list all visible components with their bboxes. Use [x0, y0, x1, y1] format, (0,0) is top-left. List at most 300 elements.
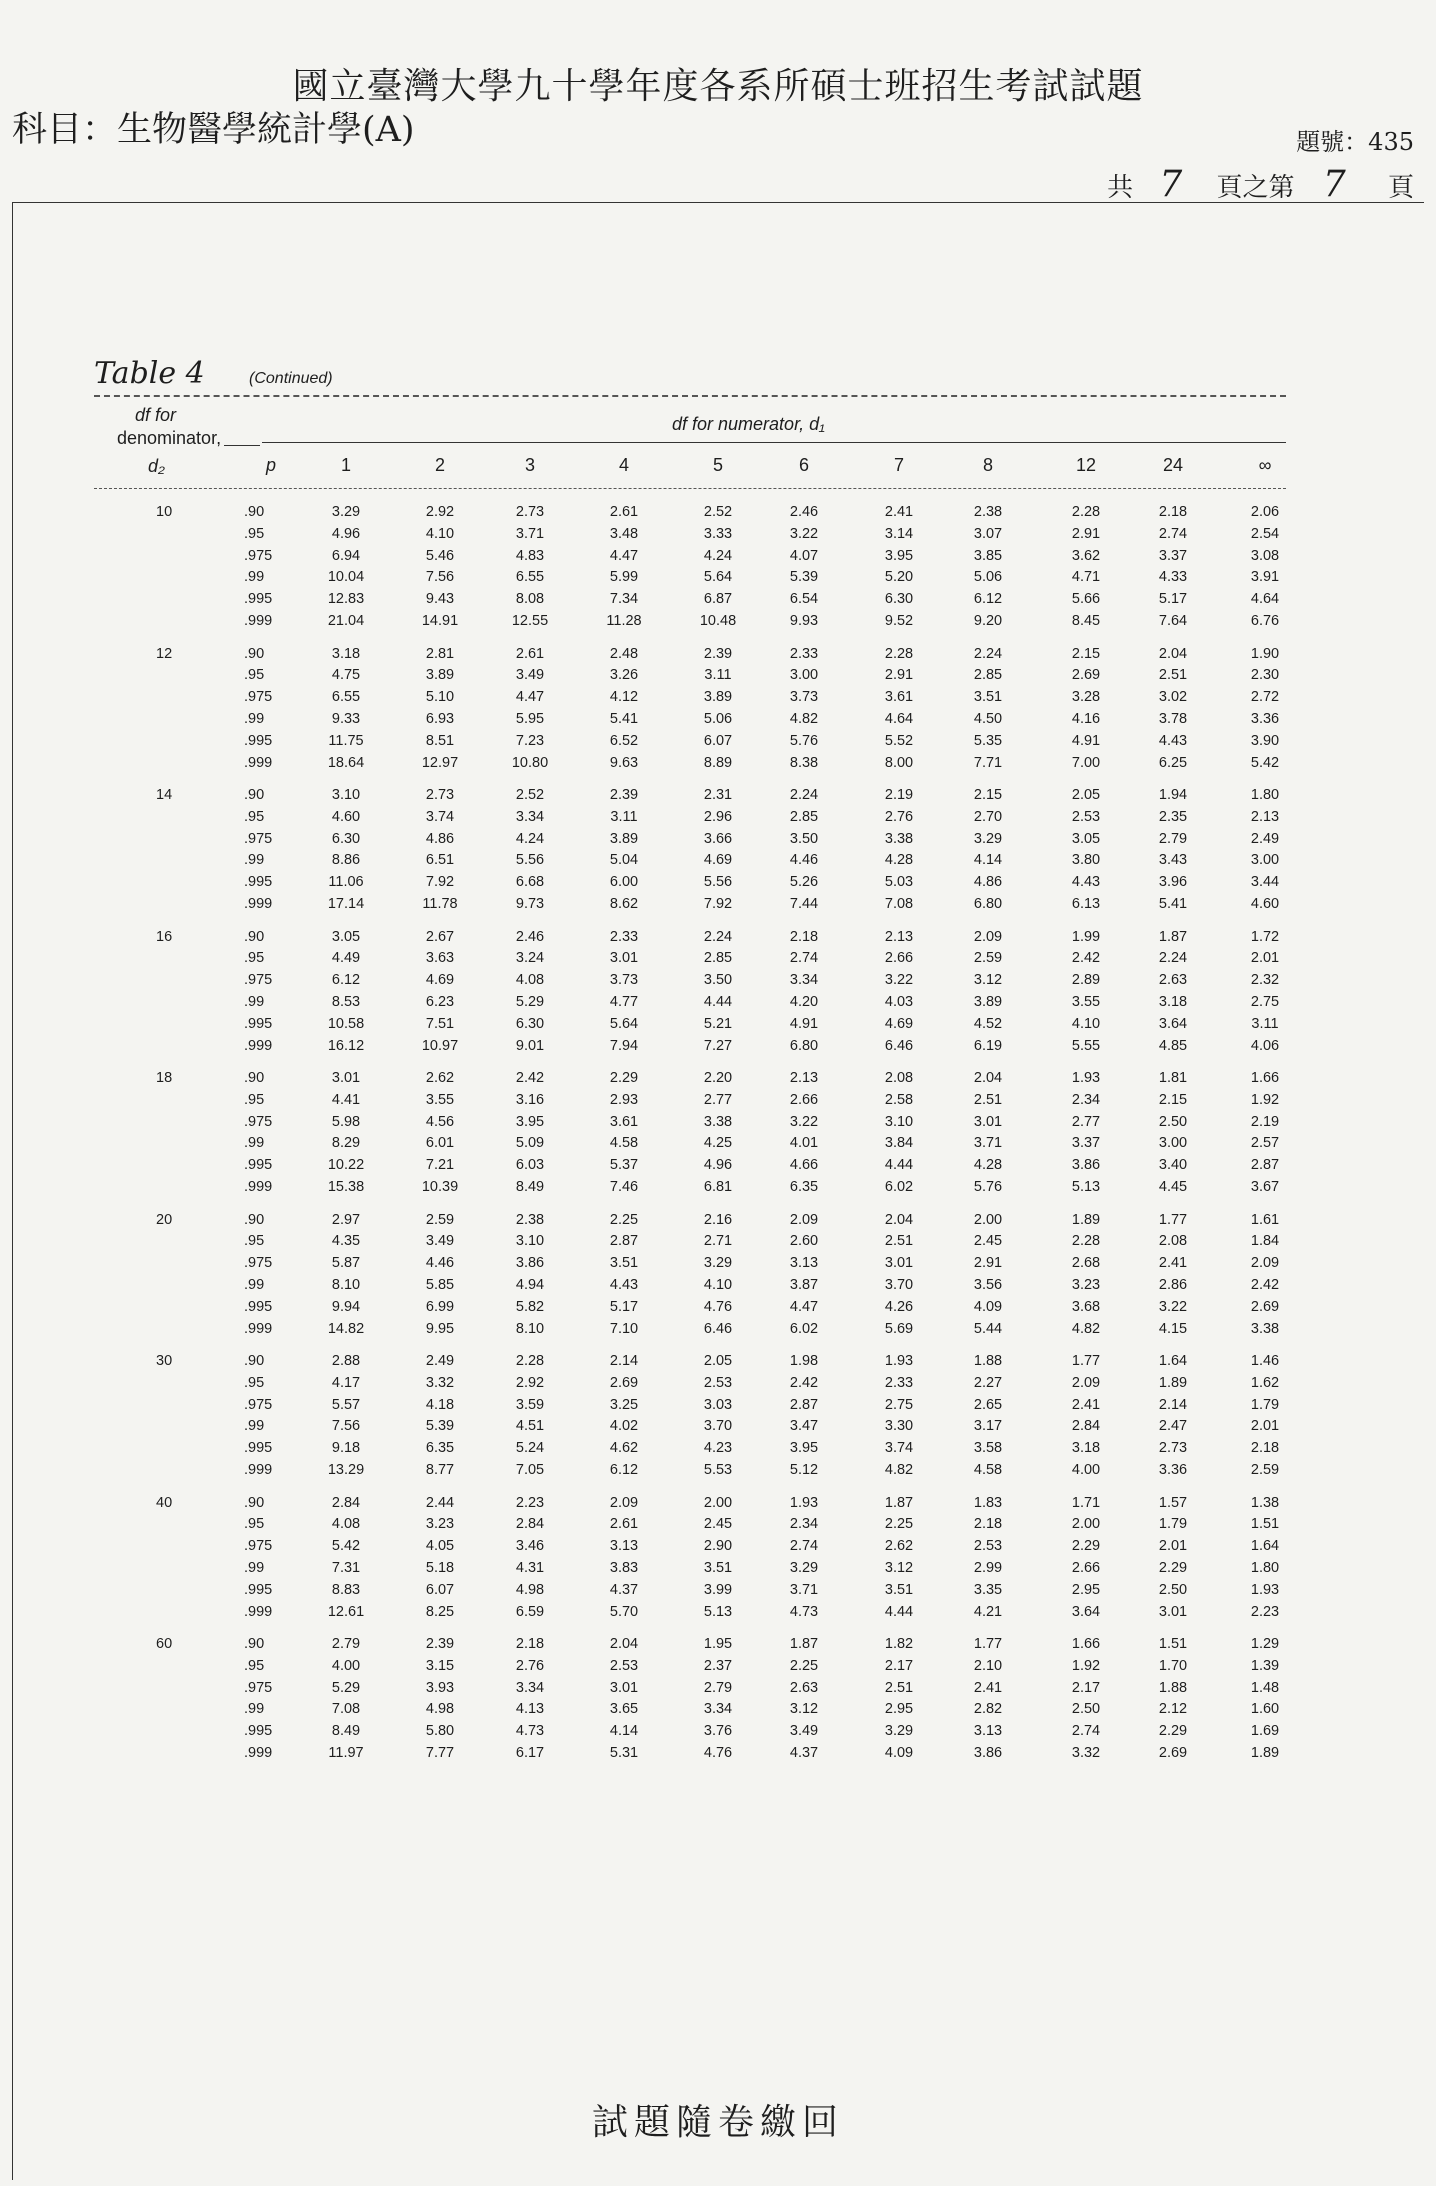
table-cell: 2.29	[609, 1070, 639, 1086]
table-cell: 3.34	[789, 972, 819, 989]
table-row	[0, 1516, 1436, 1534]
d2-value: 12	[156, 645, 173, 662]
table-cell: 16.12	[327, 1037, 365, 1054]
p-value: .999	[244, 1037, 273, 1054]
table-cell: 4.47	[789, 1298, 819, 1315]
table-cell: 2.23	[1250, 1603, 1280, 1620]
table-cell: 3.23	[1071, 1276, 1101, 1293]
table-cell: 3.18	[331, 645, 361, 662]
p-value: .995	[244, 732, 273, 749]
p-value: .995	[244, 1440, 273, 1457]
table-cell: 2.75	[884, 1396, 914, 1413]
table-cell: 2.00	[703, 1494, 733, 1511]
table-cell: 2.34	[1071, 1091, 1101, 1108]
table-cell: 2.39	[425, 1636, 455, 1652]
p-value: .975	[244, 1538, 273, 1555]
table-caption-continued: (Continued)	[249, 370, 333, 387]
table-cell: 2.61	[609, 504, 639, 520]
table-cell: 2.74	[1071, 1723, 1101, 1740]
p-value: .90	[244, 1211, 265, 1228]
table-row	[0, 1560, 1436, 1578]
table-cell: 3.70	[884, 1276, 914, 1293]
table-cell: 6.07	[425, 1581, 455, 1598]
table-cell: 3.55	[1071, 993, 1101, 1010]
table-cell: 2.38	[515, 1211, 545, 1228]
table-cell: 4.01	[789, 1135, 819, 1152]
p-value: .995	[244, 1157, 273, 1174]
p-value: .99	[244, 1418, 265, 1435]
table-cell: 2.05	[1071, 787, 1101, 803]
table-cell: 11.75	[328, 732, 364, 749]
table-cell: 2.17	[1071, 1679, 1101, 1696]
table-cell: 1.88	[973, 1353, 1003, 1369]
table-cell: 2.71	[703, 1233, 733, 1250]
table-cell: 8.10	[515, 1320, 545, 1337]
p-value: .975	[244, 830, 273, 847]
table-cell: 3.32	[425, 1374, 455, 1391]
table-cell: 4.71	[1071, 569, 1101, 586]
table-cell: 4.73	[515, 1723, 545, 1740]
table-cell: 5.57	[331, 1396, 361, 1413]
table-cell: 3.12	[973, 972, 1003, 989]
table-cell: 2.79	[331, 1636, 361, 1652]
table-cell: 3.01	[609, 1679, 639, 1696]
table-cell: 4.82	[1071, 1320, 1101, 1337]
p-value: .90	[244, 1636, 265, 1652]
table-cell: 6.55	[515, 569, 545, 586]
table-cell: 5.13	[703, 1603, 733, 1620]
column-header: 3	[524, 455, 536, 475]
table-cell: 5.98	[331, 1113, 361, 1130]
table-cell: 2.76	[884, 808, 914, 825]
table-cell: 1.89	[1250, 1745, 1280, 1761]
table-cell: 2.46	[789, 504, 819, 520]
table-cell: 2.59	[1250, 1462, 1280, 1478]
table-cell: 6.07	[703, 732, 733, 749]
table-cell: 2.19	[1250, 1113, 1280, 1130]
p-value: .99	[244, 852, 265, 869]
table-cell: 1.57	[1158, 1494, 1188, 1511]
table-cell: 3.71	[789, 1581, 819, 1598]
table-top-rule	[94, 395, 1286, 397]
table-cell: 4.00	[331, 1657, 361, 1674]
table-cell: 3.40	[1158, 1157, 1188, 1174]
column-header: 24	[1162, 455, 1184, 475]
table-cell: 4.02	[609, 1418, 639, 1435]
p-value: .99	[244, 1559, 265, 1576]
table-row	[0, 1538, 1436, 1556]
table-cell: 3.61	[609, 1113, 639, 1130]
table-cell: 2.33	[884, 1374, 914, 1391]
table-cell: 5.46	[425, 547, 455, 564]
table-cell: 2.42	[1250, 1276, 1280, 1293]
table-cell: 1.92	[1071, 1657, 1101, 1674]
table-cell: 9.33	[331, 710, 361, 727]
table-cell: 2.86	[1158, 1276, 1188, 1293]
table-row	[0, 950, 1436, 968]
table-cell: 3.11	[704, 667, 732, 684]
numerator-rule	[262, 442, 1286, 443]
table-cell: 2.91	[973, 1255, 1003, 1272]
table-cell: 5.52	[884, 732, 914, 749]
table-cell: 4.76	[703, 1298, 733, 1315]
table-row	[0, 548, 1436, 566]
table-cell: 1.93	[884, 1353, 914, 1369]
table-row	[0, 1723, 1436, 1741]
table-cell: 5.39	[789, 569, 819, 586]
table-cell: 2.89	[1071, 972, 1101, 989]
table-cell: 2.00	[973, 1211, 1003, 1228]
p-value: .90	[244, 1070, 265, 1086]
page-count	[1107, 164, 1414, 205]
table-cell: 2.62	[425, 1070, 455, 1086]
table-cell: 2.53	[609, 1657, 639, 1674]
table-cell: 2.39	[703, 645, 733, 662]
table-cell: 3.18	[1158, 993, 1188, 1010]
table-row	[0, 1462, 1436, 1480]
table-cell: 4.44	[703, 993, 733, 1010]
table-cell: 6.81	[703, 1179, 733, 1195]
table-cell: 3.44	[1250, 874, 1280, 891]
table-cell: 3.28	[1071, 689, 1101, 706]
p-value: .90	[244, 1353, 265, 1369]
p-value: .975	[244, 1255, 273, 1272]
table-cell: 2.47	[1158, 1418, 1188, 1435]
table-cell: 3.74	[884, 1440, 914, 1457]
table-cell: 4.47	[515, 689, 545, 706]
table-cell: 1.77	[973, 1636, 1003, 1652]
p-value: .95	[244, 1233, 265, 1250]
table-cell: 3.74	[425, 808, 455, 825]
p-value: .99	[244, 1135, 265, 1152]
table-cell: 4.69	[703, 852, 733, 869]
table-cell: 5.55	[1071, 1037, 1101, 1054]
table-cell: 13.29	[327, 1462, 365, 1478]
table-cell: 1.39	[1250, 1657, 1280, 1674]
table-cell: 1.38	[1250, 1494, 1280, 1511]
table-cell: 6.59	[515, 1603, 545, 1620]
table-cell: 2.25	[789, 1657, 819, 1674]
table-cell: 9.20	[973, 613, 1003, 629]
table-cell: 2.77	[703, 1091, 733, 1108]
p-value: .995	[244, 1015, 273, 1032]
table-cell: 6.30	[884, 591, 914, 608]
table-cell: 2.29	[1071, 1538, 1101, 1555]
table-cell: 6.52	[609, 732, 639, 749]
table-cell: 5.95	[515, 710, 545, 727]
table-row	[0, 809, 1436, 827]
table-cell: 3.89	[609, 830, 639, 847]
table-cell: 21.04	[327, 613, 365, 629]
table-cell: 4.35	[331, 1233, 361, 1250]
table-cell: 2.49	[1250, 830, 1280, 847]
table-cell: 1.84	[1250, 1233, 1280, 1250]
table-cell: 4.24	[703, 547, 733, 564]
table-cell: 3.18	[1071, 1440, 1101, 1457]
table-cell: 1.82	[884, 1636, 914, 1652]
table-cell: 8.62	[609, 896, 639, 912]
table-row	[0, 1255, 1436, 1273]
p-value: .95	[244, 1657, 265, 1674]
table-cell: 2.09	[973, 928, 1003, 945]
table-cell: 6.54	[789, 591, 819, 608]
table-cell: 4.08	[515, 972, 545, 989]
table-cell: 3.48	[609, 525, 639, 542]
table-cell: 1.81	[1158, 1070, 1188, 1086]
table-row	[0, 1038, 1436, 1056]
pages-suffix: 頁	[1387, 173, 1414, 203]
table-cell: 6.03	[515, 1157, 545, 1174]
table-cell: 5.21	[703, 1015, 733, 1032]
table-cell: 1.61	[1250, 1211, 1280, 1228]
table-cell: 3.23	[425, 1516, 455, 1533]
table-cell: 2.33	[789, 645, 819, 662]
table-cell: 15.38	[327, 1179, 365, 1195]
table-cell: 3.70	[703, 1418, 733, 1435]
page-title: 國立臺灣大學九十學年度各系所碩士班招生考試試題	[292, 66, 1144, 107]
table-row	[0, 1114, 1436, 1132]
table-cell: 5.56	[515, 852, 545, 869]
table-cell: 2.24	[973, 645, 1003, 662]
p-value: .999	[244, 1745, 273, 1761]
table-cell: 3.95	[515, 1113, 545, 1130]
table-cell: 2.27	[973, 1374, 1003, 1391]
table-cell: 1.66	[1250, 1070, 1280, 1086]
table-cell: 4.75	[331, 667, 361, 684]
table-cell: 5.24	[515, 1440, 545, 1457]
table-row	[0, 1135, 1436, 1153]
table-row	[0, 852, 1436, 870]
p-value: .999	[244, 1603, 273, 1620]
table-cell: 2.50	[1158, 1113, 1188, 1130]
table-cell: 2.87	[789, 1396, 819, 1413]
p-value: .95	[244, 1516, 265, 1533]
table-cell: 10.22	[327, 1157, 365, 1174]
table-cell: 7.94	[609, 1037, 639, 1054]
table-cell: 4.07	[789, 547, 819, 564]
table-cell: 5.29	[515, 993, 545, 1010]
denominator-rule	[224, 445, 260, 446]
table-cell: 8.25	[425, 1603, 455, 1620]
table-cell: 2.24	[789, 787, 819, 803]
table-cell: 3.51	[703, 1559, 733, 1576]
table-cell: 7.08	[884, 896, 914, 912]
p-value: .995	[244, 1723, 273, 1740]
table-cell: 1.95	[703, 1636, 733, 1652]
table-cell: 3.36	[1158, 1462, 1188, 1478]
table-cell: 4.10	[425, 525, 455, 542]
table-row	[0, 1233, 1436, 1251]
table-cell: 2.72	[1250, 689, 1280, 706]
table-cell: 1.51	[1158, 1636, 1188, 1652]
table-cell: 1.89	[1071, 1211, 1101, 1228]
table-cell: 5.10	[425, 689, 455, 706]
p-value: .999	[244, 754, 273, 771]
table-cell: 3.33	[703, 525, 733, 542]
table-cell: 1.64	[1250, 1538, 1280, 1555]
table-cell: 2.84	[1071, 1418, 1101, 1435]
table-cell: 3.89	[703, 689, 733, 706]
table-cell: 2.18	[973, 1516, 1003, 1533]
return-notice: 試題隨卷繳回	[591, 2102, 844, 2143]
table-cell: 2.91	[1071, 525, 1101, 542]
table-cell: 6.94	[331, 547, 361, 564]
table-cell: 3.26	[609, 667, 639, 684]
table-cell: 8.00	[884, 754, 914, 771]
column-header: 4	[618, 455, 630, 475]
table-row	[0, 1701, 1436, 1719]
table-cell: 3.93	[425, 1679, 455, 1696]
table-cell: 3.38	[1250, 1320, 1280, 1337]
table-cell: 2.51	[1158, 667, 1188, 684]
table-cell: 3.34	[515, 808, 545, 825]
table-cell: 2.28	[1071, 504, 1101, 520]
p-value: .995	[244, 874, 273, 891]
table-cell: 1.83	[973, 1494, 1003, 1511]
table-cell: 3.71	[515, 525, 545, 542]
table-cell: 2.85	[789, 808, 819, 825]
table-cell: 3.22	[1158, 1298, 1188, 1315]
p-value: .99	[244, 710, 265, 727]
table-cell: 2.73	[1158, 1440, 1188, 1457]
table-cell: 6.35	[789, 1179, 819, 1195]
table-cell: 6.76	[1250, 613, 1280, 629]
table-cell: 1.80	[1250, 1559, 1280, 1576]
table-cell: 3.25	[609, 1396, 639, 1413]
table-cell: 2.87	[609, 1233, 639, 1250]
table-cell: 4.09	[973, 1298, 1003, 1315]
table-cell: 6.80	[973, 896, 1003, 912]
table-cell: 2.04	[884, 1211, 914, 1228]
table-cell: 10.97	[421, 1037, 459, 1054]
table-cell: 3.49	[425, 1233, 455, 1250]
table-row	[0, 504, 1436, 522]
table-cell: 3.01	[973, 1113, 1003, 1130]
table-cell: 3.49	[515, 667, 545, 684]
p-value: .975	[244, 1679, 273, 1696]
table-cell: 8.45	[1071, 613, 1101, 629]
table-cell: 3.17	[973, 1418, 1003, 1435]
df-denominator-line2: denominator,	[117, 428, 222, 448]
table-cell: 2.38	[973, 504, 1003, 520]
table-cell: 2.28	[515, 1353, 545, 1369]
table-cell: 9.18	[331, 1440, 361, 1457]
table-cell: 8.53	[331, 993, 361, 1010]
table-cell: 3.35	[973, 1581, 1003, 1598]
table-cell: 4.50	[973, 710, 1003, 727]
table-cell: 18.64	[327, 754, 365, 771]
table-cell: 3.87	[789, 1276, 819, 1293]
table-cell: 3.08	[1250, 547, 1280, 564]
table-cell: 3.67	[1250, 1179, 1280, 1195]
table-row	[0, 733, 1436, 751]
table-cell: 4.64	[884, 710, 914, 727]
table-cell: 3.51	[973, 689, 1003, 706]
table-cell: 6.46	[703, 1320, 733, 1337]
table-row	[0, 1157, 1436, 1175]
table-cell: 7.34	[609, 591, 639, 608]
table-cell: 2.91	[884, 667, 914, 684]
table-cell: 5.06	[703, 710, 733, 727]
p-value: .95	[244, 525, 265, 542]
table-cell: 2.13	[789, 1070, 819, 1086]
table-cell: 8.10	[331, 1276, 361, 1293]
table-cell: 4.60	[331, 808, 361, 825]
table-row	[0, 1299, 1436, 1317]
table-cell: 14.91	[421, 613, 459, 629]
table-cell: 5.56	[703, 874, 733, 891]
table-cell: 7.08	[331, 1701, 361, 1718]
column-header-row	[0, 455, 1436, 481]
table-caption	[94, 356, 333, 391]
table-cell: 2.73	[425, 787, 455, 803]
table-cell: 5.31	[609, 1745, 639, 1761]
table-cell: 3.12	[884, 1559, 914, 1576]
table-cell: 5.69	[884, 1320, 914, 1337]
table-cell: 10.48	[699, 613, 737, 629]
table-cell: 2.13	[884, 928, 914, 945]
table-cell: 3.84	[884, 1135, 914, 1152]
table-cell: 4.46	[425, 1255, 455, 1272]
pages-mid: 頁之第	[1216, 173, 1295, 203]
d2-value: 16	[156, 928, 173, 945]
table-cell: 6.17	[515, 1745, 545, 1761]
table-cell: 3.14	[884, 525, 914, 542]
table-cell: 3.96	[1158, 874, 1188, 891]
table-row	[0, 1440, 1436, 1458]
table-cell: 7.64	[1158, 613, 1188, 629]
p-value: .90	[244, 1494, 265, 1511]
table-cell: 3.64	[1071, 1603, 1101, 1620]
table-cell: 1.64	[1158, 1353, 1188, 1369]
table-cell: 4.37	[789, 1745, 819, 1761]
table-row	[0, 1604, 1436, 1622]
table-cell: 4.94	[515, 1276, 545, 1293]
table-cell: 6.30	[331, 830, 361, 847]
table-cell: 2.16	[703, 1211, 733, 1228]
table-cell: 6.93	[425, 710, 455, 727]
table-cell: 2.41	[973, 1679, 1003, 1696]
table-cell: 4.77	[609, 993, 639, 1010]
table-cell: 5.18	[425, 1559, 455, 1576]
table-cell: 2.48	[609, 645, 639, 662]
table-cell: 3.50	[703, 972, 733, 989]
df-numerator-label: df for numerator, d₁	[672, 414, 825, 434]
table-cell: 2.52	[703, 504, 733, 520]
table-cell: 9.43	[425, 591, 455, 608]
table-cell: 3.58	[973, 1440, 1003, 1457]
table-cell: 6.99	[425, 1298, 455, 1315]
table-cell: 2.15	[973, 787, 1003, 803]
table-cell: 3.02	[1158, 689, 1188, 706]
p-value: .95	[244, 1091, 265, 1108]
table-cell: 2.09	[1071, 1374, 1101, 1391]
table-cell: 2.58	[884, 1091, 914, 1108]
table-cell: 10.58	[327, 1015, 365, 1032]
table-cell: 3.11	[610, 808, 638, 825]
table-row	[0, 929, 1436, 947]
table-cell: 2.50	[1158, 1581, 1188, 1598]
table-cell: 5.09	[515, 1135, 545, 1152]
table-cell: 5.82	[515, 1298, 545, 1315]
table-cell: 2.04	[973, 1070, 1003, 1086]
table-cell: 2.52	[515, 787, 545, 803]
table-cell: 4.12	[609, 689, 639, 706]
table-cell: 7.56	[425, 569, 455, 586]
table-cell: 7.23	[515, 732, 545, 749]
table-cell: 5.85	[425, 1276, 455, 1293]
table-cell: 2.63	[1158, 972, 1188, 989]
